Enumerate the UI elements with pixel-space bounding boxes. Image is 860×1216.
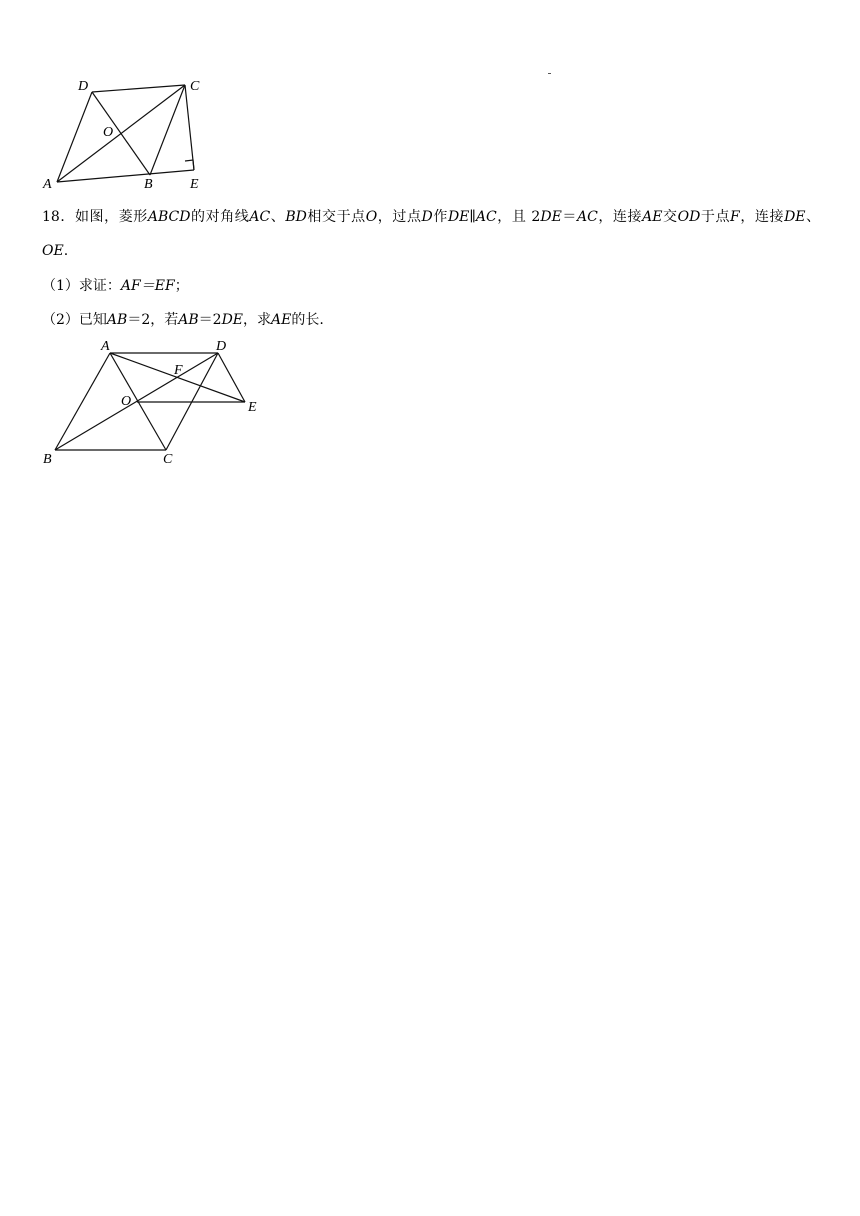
figure-quadrilateral-abcd-with-e [0,0,260,200]
label-b: B [43,452,52,467]
label-c: C [190,79,200,94]
label-e: E [248,400,257,415]
math-run: DE∥AC [447,209,497,225]
math-run: AE [271,312,292,328]
text-run: ＝2，若 [127,312,179,328]
question-part-1 [42,276,189,296]
text-run: ，连接 [739,209,785,225]
math-run: AB [178,312,199,328]
text-run: 交 [662,209,678,225]
segment-ae [57,170,194,182]
text-run: ； [174,278,189,294]
text-run: . [63,243,69,259]
text-run: 于点 [700,209,731,225]
text-run: 相交于点 [306,209,366,225]
label-a: A [43,177,52,192]
text-run: ＝2 [198,312,222,328]
math-run: D [421,209,433,225]
segment-de [218,353,245,402]
label-f: F [174,363,183,378]
text-run: ，求 [243,312,272,328]
math-run: OD [677,209,701,225]
math-run: AF＝EF [120,278,175,294]
segment-db [92,92,150,175]
math-run: F [730,209,740,225]
text-run: ，过点 [377,209,422,225]
math-run: OE [42,243,64,259]
math-run: O [365,209,378,225]
segment-ab [55,353,110,450]
problem-number: 18． [42,209,75,225]
math-run: DE [540,209,562,225]
segment-ce [185,85,194,170]
label-c: C [163,452,173,467]
text-run: 、 [270,209,286,225]
figure-rhombus-abcd-with-e [0,330,280,470]
math-run: BD [285,209,307,225]
problem-18-statement [42,200,820,268]
label-o: O [103,125,114,140]
text-run: （2）已知 [42,312,107,328]
label-d: D [216,339,227,354]
math-run: DE [784,209,806,225]
text-run: 的对角线 [190,209,250,225]
math-run: AC [249,209,271,225]
text-run: ，且 2 [496,209,541,225]
question-part-2 [42,310,324,330]
text-run: 作 [432,209,448,225]
label-b: B [144,177,153,192]
segment-dc [92,85,185,92]
math-run: AB [106,312,128,328]
text-run: 的长. [291,312,324,328]
math-run: AC [576,209,598,225]
label-e: E [190,177,199,192]
stray-mark [548,73,551,74]
math-run: DE [221,312,244,328]
text-run: 、 [805,209,821,225]
text-run: ＝ [561,209,577,225]
text-run: （1）求证： [42,278,121,294]
math-run: ABCD [147,209,191,225]
label-d: D [78,79,89,94]
label-a: A [101,339,110,354]
text-run: 如图，菱形 [74,209,148,225]
right-angle-marker [185,160,194,170]
math-run: AE [642,209,663,225]
text-run: ，连接 [597,209,643,225]
label-o: O [121,394,132,409]
